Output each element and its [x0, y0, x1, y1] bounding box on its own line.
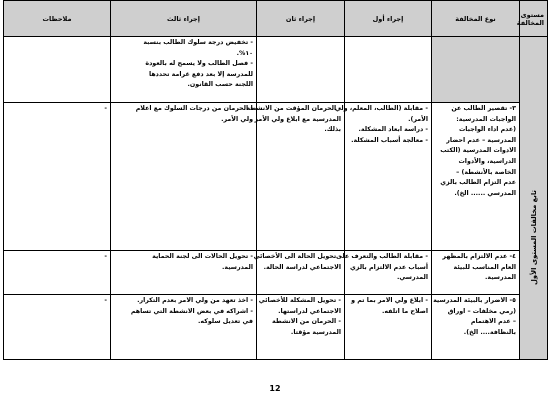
table-row: [4, 37, 548, 103]
cell-line: - الحرمان من درجات السلوك مع اعلام: [135, 105, 253, 112]
cell-line: الادوات المدرسية (الكتب: [440, 147, 516, 155]
cell-line: -: [104, 253, 107, 260]
second-action-cell: [253, 251, 345, 295]
cell-line: – عدم الاهتمام: [470, 318, 516, 326]
cell-line: الاجتماعي لدراستها.: [278, 307, 341, 315]
cell-line: المدرسية.: [485, 274, 516, 282]
first-action-cell: [345, 37, 432, 103]
cell-line: اصلاح ما اتلفه.: [381, 307, 428, 315]
cell-line: الدراسية، والأدوات: [458, 157, 516, 165]
cell-line: - دراسة ابعاد المشكلة.: [358, 126, 428, 134]
notes-cell: [4, 103, 111, 251]
cell-line: - معالجة أسباب المشكلة.: [351, 136, 428, 144]
cell-line: بذلك.: [324, 126, 341, 134]
table-row: [4, 251, 548, 295]
cell-line: - تحويل الحالة الى الأخصائي: [253, 253, 341, 260]
cell-line: - تحويل الحالات الى لجنة الحماية: [152, 253, 253, 260]
cell-line: المدرسي.: [397, 274, 428, 282]
cell-line: ولي الأمر.: [221, 115, 253, 123]
second-action-cell: [257, 37, 345, 103]
cell-line: - الحرمان المؤقت من الانشطة: [246, 105, 341, 112]
cell-line: - تخفيض درجة سلوك الطالب بنسبة: [143, 39, 253, 46]
violations-table: [3, 0, 548, 360]
cell-line: - اخذ تعهد من ولي الامر بعدم التكرار.: [137, 297, 253, 304]
cell-line: ١٠%.: [236, 49, 253, 57]
cell-line: أسباب عدم الالتزام بالزي: [350, 263, 428, 271]
first-action-cell: [334, 103, 432, 251]
notes-cell: [4, 295, 111, 360]
cell-line: - مقابلة (الطالب، المعلم، ولي: [334, 105, 428, 112]
cell-line: - تحويل المشكلة للأخصائي: [258, 297, 341, 304]
violation-cell: [432, 37, 520, 103]
notes-cell: [4, 37, 111, 103]
table-row: [4, 295, 548, 360]
cell-line: اللجنة حسب القانون.: [187, 81, 253, 89]
header-third-action: إجراء ثالث: [111, 1, 257, 37]
cell-line: عدم التزام الطالب بالزي: [440, 179, 516, 187]
cell-line: الخاصة بالأنشطة) –: [456, 168, 516, 176]
header-notes: ملاحظات: [4, 1, 111, 37]
cell-line: الاجتماعي لدراسة الحالة.: [263, 263, 341, 271]
second-action-cell: [246, 103, 345, 251]
cell-line: - اشراكه في بعض الانشطة التي تساهم: [130, 307, 253, 315]
cell-line: الأمر).: [408, 115, 428, 123]
first-action-cell: [335, 251, 432, 295]
third-action-cell: [111, 37, 257, 103]
cell-line: - فصل الطالب ولا يسمح له بالعودة: [145, 60, 253, 68]
violation-cell: [432, 295, 520, 360]
cell-line: (رمي مخلفات – اوراق: [447, 307, 516, 315]
cell-line: في تعديل سلوكه.: [197, 318, 253, 326]
violation-cell: [432, 103, 520, 251]
cell-line: ٥- الاضرار بالبيئة المدرسية: [433, 297, 516, 304]
header-row: [4, 1, 548, 37]
cell-line: ٣- تقصير الطالب عن: [451, 105, 516, 112]
cell-line: - مقابلة الطالب والتعرف على: [335, 253, 428, 260]
header-violation-type: نوع المخالفة: [432, 1, 520, 37]
third-action-cell: [111, 103, 257, 251]
cell-line: ٤- عدم الالتزام بالمظهر: [442, 253, 516, 260]
table-row: [4, 103, 548, 251]
cell-line: المدرسية مؤقتا.: [290, 328, 341, 336]
header-level: مستوى المخالفة: [520, 1, 548, 37]
page-number: 12: [269, 384, 281, 393]
header-first-action: إجراء أول: [345, 1, 432, 37]
third-action-cell: [111, 251, 257, 295]
notes-cell: [4, 251, 111, 295]
cell-line: - الحرمان من الانشطة: [272, 318, 341, 326]
cell-line: الواجبات المدرسية:: [456, 115, 516, 123]
cell-line: العام المناسب للبيئة: [453, 263, 516, 271]
cell-line: المدرسية.: [222, 263, 253, 271]
cell-line: المدرسية مع ابلاغ ولي الأمر: [254, 115, 341, 123]
cell-line: للمدرسة إلا بعد دفع غرامة تحددها: [148, 70, 253, 78]
cell-line: -: [104, 105, 107, 112]
level-label: تابع مخالفات المستوى الأول: [529, 190, 538, 286]
cell-line: المدرسية – عدم احضار: [446, 136, 516, 144]
third-action-cell: [111, 295, 257, 360]
second-action-cell: [257, 295, 345, 360]
cell-line: - ابلاغ ولي الامر بما تم و: [351, 297, 428, 304]
cell-line: المدرسي ...... الخ).: [454, 189, 516, 197]
cell-line: بالنظافة.... الخ).: [463, 328, 516, 336]
violation-cell: [432, 251, 520, 295]
first-action-cell: [345, 295, 432, 360]
level-cell: [520, 37, 548, 360]
cell-line: -: [104, 297, 107, 304]
header-second-action: إجراء ثان: [257, 1, 345, 37]
cell-line: (عدم اداء الواجبات: [458, 126, 516, 134]
